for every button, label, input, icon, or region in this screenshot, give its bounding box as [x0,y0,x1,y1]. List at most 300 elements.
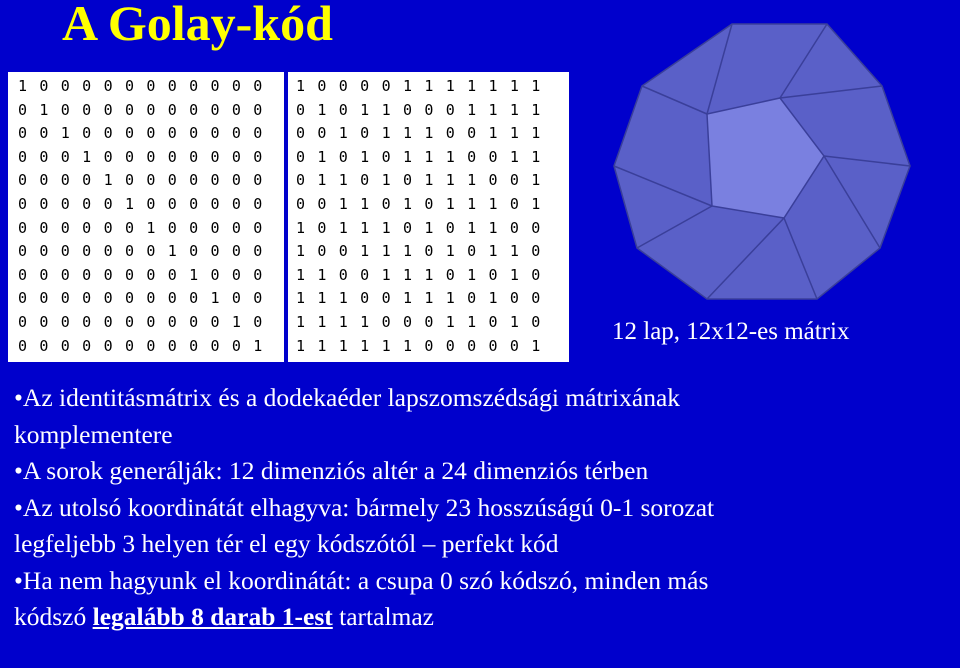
identity-cell: 0 [210,124,220,143]
complement-cell: 0 [402,218,412,237]
identity-cell: 0 [189,171,199,190]
identity-cell: 0 [39,336,49,355]
identity-cell: 0 [39,124,49,143]
complement-cell: 1 [488,194,498,213]
identity-cell: 0 [231,77,241,95]
identity-cell: 0 [167,336,177,355]
complement-cell: 1 [296,312,306,331]
complement-cell: 0 [317,218,327,237]
complement-cell: 1 [424,265,434,284]
identity-cell: 0 [231,289,241,308]
identity-cell: 0 [18,218,28,237]
identity-cell: 0 [189,242,199,261]
identity-cell: 0 [146,100,156,119]
identity-cell: 0 [167,312,177,331]
complement-cell: 1 [467,100,477,119]
complement-cell: 0 [445,124,455,143]
complement-cell: 1 [381,100,391,119]
identity-cell: 0 [253,100,263,119]
identity-cell: 0 [167,194,177,213]
identity-cell: 0 [18,265,28,284]
complement-cell: 0 [467,289,477,308]
identity-cell: 0 [189,218,199,237]
identity-cell: 0 [231,218,241,237]
identity-cell: 0 [103,336,113,355]
complement-cell: 0 [424,312,434,331]
identity-cell: 1 [18,77,28,95]
identity-cell: 0 [210,312,220,331]
complement-cell: 1 [296,218,306,237]
identity-cell: 0 [82,124,92,143]
identity-cell: 0 [189,100,199,119]
complement-cell: 0 [509,336,519,355]
complement-cell: 0 [467,242,477,261]
identity-cell: 0 [253,147,263,166]
complement-cell: 1 [531,147,541,166]
complement-cell: 1 [381,218,391,237]
identity-cell: 0 [189,124,199,143]
complement-cell: 0 [424,336,434,355]
complement-cell: 0 [531,218,541,237]
complement-cell: 1 [509,312,519,331]
identity-cell: 0 [103,77,113,95]
identity-cell: 0 [60,336,70,355]
identity-cell: 0 [82,77,92,95]
complement-cell: 0 [360,77,370,95]
identity-cell: 0 [60,265,70,284]
identity-cell: 0 [253,77,263,95]
complement-cell: 1 [338,289,348,308]
identity-cell: 0 [253,171,263,190]
identity-cell: 0 [253,289,263,308]
complement-cell: 0 [445,265,455,284]
complement-cell: 1 [360,218,370,237]
complement-cell: 0 [531,312,541,331]
complement-cell: 1 [445,312,455,331]
complement-cell: 0 [360,124,370,143]
identity-cell: 0 [82,289,92,308]
identity-cell: 0 [124,147,134,166]
identity-cell: 0 [210,100,220,119]
complement-cell: 1 [467,218,477,237]
complement-cell: 1 [509,265,519,284]
identity-cell: 0 [103,312,113,331]
identity-cell: 0 [167,265,177,284]
complement-cell: 0 [338,77,348,95]
bullet-4-line-1: •Ha nem hagyunk el koordinátát: a csupa 0 szó kódszó, minden más [14,565,709,595]
identity-cell: 0 [146,194,156,213]
complement-cell: 1 [467,171,477,190]
complement-cell: 1 [488,242,498,261]
complement-cell: 1 [488,289,498,308]
complement-cell: 0 [296,100,306,119]
bullet-3-line-2: legfeljebb 3 helyen tér el egy kódszótól – perfekt kód [14,529,559,558]
identity-cell: 0 [39,289,49,308]
complement-cell: 0 [381,312,391,331]
complement-cell: 0 [467,124,477,143]
identity-cell: 0 [103,218,113,237]
complement-cell: 1 [445,77,455,95]
complement-cell: 0 [317,242,327,261]
complement-cell: 0 [531,289,541,308]
identity-cell: 0 [18,194,28,213]
identity-cell: 0 [39,77,49,95]
complement-cell: 0 [381,194,391,213]
bullet-4-text-post: tartalmaz [332,602,434,631]
generator-matrix [8,72,569,362]
identity-cell: 0 [39,171,49,190]
complement-cell: 0 [381,147,391,166]
identity-cell: 1 [189,265,199,284]
bullet-list [14,380,960,636]
complement-cell: 1 [317,100,327,119]
complement-cell: 1 [360,336,370,355]
identity-cell: 1 [60,124,70,143]
complement-cell: 1 [317,265,327,284]
identity-cell: 0 [18,242,28,261]
identity-cell: 0 [231,100,241,119]
bullet-4-text-pre: kódszó [14,602,93,631]
identity-cell: 0 [18,336,28,355]
identity-cell: 0 [18,171,28,190]
identity-cell: 0 [189,289,199,308]
matrix-divider [284,72,288,362]
complement-cell: 1 [509,77,519,95]
identity-cell: 0 [146,124,156,143]
complement-cell: 1 [509,124,519,143]
identity-cell: 0 [82,171,92,190]
complement-cell: 0 [445,218,455,237]
identity-cell: 0 [210,265,220,284]
identity-cell: 0 [18,100,28,119]
identity-cell: 0 [167,124,177,143]
complement-cell: 1 [381,336,391,355]
complement-cell: 0 [488,265,498,284]
complement-cell: 1 [424,218,434,237]
identity-cell: 0 [146,265,156,284]
complement-cell: 0 [296,147,306,166]
identity-cell: 1 [167,242,177,261]
identity-cell: 0 [39,194,49,213]
complement-cell: 1 [360,312,370,331]
identity-cell: 0 [189,77,199,95]
identity-cell: 0 [39,218,49,237]
complement-cell: 1 [424,289,434,308]
identity-cell: 0 [60,147,70,166]
identity-cell: 0 [167,77,177,95]
complement-cell: 1 [402,147,412,166]
identity-cell: 0 [146,77,156,95]
complement-cell: 0 [317,77,327,95]
identity-cell: 0 [189,312,199,331]
complement-cell: 0 [488,336,498,355]
complement-cell: 0 [509,194,519,213]
complement-cell: 0 [531,265,541,284]
identity-cell: 0 [210,336,220,355]
complement-cell: 0 [296,194,306,213]
identity-cell: 0 [103,147,113,166]
complement-cell: 0 [402,100,412,119]
identity-cell: 0 [124,312,134,331]
identity-cell: 0 [39,147,49,166]
complement-cell: 0 [296,171,306,190]
identity-cell: 0 [18,147,28,166]
complement-cell: 0 [381,77,391,95]
identity-cell: 1 [231,312,241,331]
complement-cell: 0 [338,265,348,284]
complement-cell: 1 [509,100,519,119]
identity-cell: 0 [146,289,156,308]
complement-cell: 1 [424,147,434,166]
identity-cell: 0 [124,100,134,119]
identity-cell: 0 [82,100,92,119]
identity-cell: 0 [210,77,220,95]
complement-matrix [296,75,553,358]
complement-cell: 1 [488,100,498,119]
identity-cell: 0 [103,289,113,308]
complement-cell: 1 [402,336,412,355]
complement-cell: 1 [402,265,412,284]
identity-cell: 0 [60,77,70,95]
complement-cell: 0 [424,194,434,213]
identity-cell: 0 [210,242,220,261]
identity-cell: 0 [39,312,49,331]
complement-cell: 1 [338,194,348,213]
identity-cell: 0 [60,171,70,190]
complement-cell: 1 [402,194,412,213]
dodecahedron-image [612,16,912,306]
complement-cell: 1 [531,194,541,213]
complement-cell: 1 [360,242,370,261]
identity-cell: 0 [124,218,134,237]
identity-cell: 0 [231,147,241,166]
complement-cell: 0 [488,171,498,190]
complement-cell: 1 [338,218,348,237]
identity-cell: 1 [39,100,49,119]
complement-cell: 1 [296,242,306,261]
identity-cell: 0 [167,171,177,190]
complement-cell: 0 [509,171,519,190]
complement-cell: 1 [402,289,412,308]
complement-cell: 1 [360,194,370,213]
complement-cell: 1 [338,312,348,331]
identity-cell: 0 [18,289,28,308]
complement-cell: 1 [467,265,477,284]
complement-cell: 1 [424,77,434,95]
identity-cell: 0 [167,147,177,166]
identity-cell: 0 [231,124,241,143]
identity-cell: 0 [146,147,156,166]
identity-cell: 0 [146,171,156,190]
complement-cell: 1 [296,265,306,284]
complement-cell: 0 [296,124,306,143]
complement-cell: 0 [445,100,455,119]
identity-cell: 0 [103,242,113,261]
complement-cell: 1 [381,171,391,190]
complement-cell: 0 [402,171,412,190]
identity-cell: 0 [124,77,134,95]
complement-cell: 0 [467,147,477,166]
complement-cell: 1 [488,77,498,95]
identity-cell: 0 [253,265,263,284]
identity-cell: 0 [103,194,113,213]
complement-cell: 1 [381,124,391,143]
identity-cell: 0 [82,218,92,237]
complement-cell: 0 [531,242,541,261]
complement-cell: 1 [402,77,412,95]
identity-cell: 0 [253,124,263,143]
identity-cell: 0 [210,218,220,237]
identity-cell: 0 [210,171,220,190]
identity-cell: 0 [39,265,49,284]
identity-cell: 0 [210,194,220,213]
complement-cell: 1 [531,124,541,143]
identity-cell: 0 [146,336,156,355]
identity-cell: 0 [189,147,199,166]
identity-cell: 0 [167,100,177,119]
complement-cell: 1 [338,336,348,355]
identity-cell: 0 [124,171,134,190]
complement-cell: 0 [445,336,455,355]
identity-cell: 0 [124,124,134,143]
complement-cell: 0 [338,147,348,166]
complement-cell: 1 [509,147,519,166]
complement-cell: 1 [360,147,370,166]
complement-cell: 1 [317,312,327,331]
slide-title: A Golay-kód [62,0,333,51]
complement-cell: 1 [445,289,455,308]
identity-cell: 0 [167,218,177,237]
complement-cell: 0 [360,171,370,190]
complement-cell: 1 [467,312,477,331]
complement-cell: 1 [317,289,327,308]
identity-cell: 0 [82,265,92,284]
complement-cell: 1 [402,242,412,261]
complement-cell: 1 [360,100,370,119]
complement-cell: 1 [488,218,498,237]
complement-cell: 0 [381,289,391,308]
complement-cell: 1 [531,171,541,190]
complement-cell: 0 [424,242,434,261]
identity-cell: 0 [167,289,177,308]
identity-cell: 0 [231,336,241,355]
complement-cell: 0 [488,147,498,166]
identity-cell: 0 [18,312,28,331]
identity-cell: 0 [124,289,134,308]
complement-cell: 0 [402,312,412,331]
identity-cell: 1 [103,171,113,190]
complement-cell: 1 [381,265,391,284]
complement-cell: 1 [338,124,348,143]
complement-cell: 0 [467,336,477,355]
identity-cell: 0 [253,242,263,261]
bullet-1-line-2: komplementere [14,419,173,449]
identity-cell: 0 [39,242,49,261]
complement-cell: 0 [360,265,370,284]
matrix-caption: 12 lap, 12x12-es mátrix [612,318,850,345]
identity-cell: 0 [103,100,113,119]
complement-cell: 0 [317,194,327,213]
identity-cell: 0 [60,242,70,261]
complement-cell: 1 [467,77,477,95]
identity-cell: 1 [82,147,92,166]
complement-cell: 1 [381,242,391,261]
identity-cell: 0 [82,336,92,355]
complement-cell: 1 [531,77,541,95]
identity-cell: 0 [82,312,92,331]
complement-cell: 0 [488,312,498,331]
identity-cell: 0 [103,124,113,143]
identity-cell: 1 [124,194,134,213]
complement-cell: 1 [424,171,434,190]
bullet-1-line-1: •Az identitásmátrix és a dodekaéder lapszomszédsági mátrixának [14,383,681,412]
complement-cell: 0 [338,100,348,119]
identity-cell: 0 [231,171,241,190]
identity-cell: 1 [253,336,263,355]
identity-cell: 0 [82,194,92,213]
identity-cell: 1 [210,289,220,308]
identity-cell: 0 [60,289,70,308]
complement-cell: 1 [445,242,455,261]
identity-cell: 1 [146,218,156,237]
identity-cell: 0 [231,242,241,261]
identity-cell: 0 [60,194,70,213]
identity-cell: 0 [189,336,199,355]
identity-cell: 0 [60,312,70,331]
bullet-4-line-2 [14,599,960,636]
complement-cell: 1 [402,124,412,143]
complement-cell: 0 [509,289,519,308]
complement-cell: 1 [296,289,306,308]
identity-cell: 0 [103,265,113,284]
complement-cell: 1 [317,336,327,355]
identity-cell: 0 [253,194,263,213]
complement-cell: 1 [531,100,541,119]
identity-cell: 0 [60,100,70,119]
complement-cell: 1 [531,336,541,355]
complement-cell: 0 [338,242,348,261]
complement-cell: 0 [360,289,370,308]
identity-matrix [18,75,275,358]
bullet-2: •A sorok generálják: 12 dimenziós altér a 24 dimenziós térben [14,456,649,485]
complement-cell: 1 [317,171,327,190]
identity-cell: 0 [124,265,134,284]
identity-cell: 0 [253,312,263,331]
identity-cell: 0 [124,336,134,355]
identity-cell: 0 [146,242,156,261]
complement-cell: 1 [467,194,477,213]
complement-cell: 1 [338,171,348,190]
bullet-4-emphasis: legalább 8 darab 1-est [92,602,333,631]
bullet-3-line-1: •Az utolsó koordinátát elhagyva: bármely 23 hosszúságú 0-1 sorozat [14,492,715,522]
identity-cell: 0 [210,147,220,166]
complement-cell: 1 [296,336,306,355]
complement-cell: 0 [317,124,327,143]
complement-cell: 0 [509,218,519,237]
identity-cell: 0 [253,218,263,237]
complement-cell: 1 [509,242,519,261]
complement-cell: 1 [424,124,434,143]
identity-cell: 0 [189,194,199,213]
identity-cell: 0 [231,265,241,284]
identity-cell: 0 [18,124,28,143]
identity-cell: 0 [124,242,134,261]
identity-cell: 0 [231,194,241,213]
complement-cell: 1 [488,124,498,143]
complement-cell: 1 [296,77,306,95]
complement-cell: 1 [317,147,327,166]
complement-cell: 1 [445,194,455,213]
